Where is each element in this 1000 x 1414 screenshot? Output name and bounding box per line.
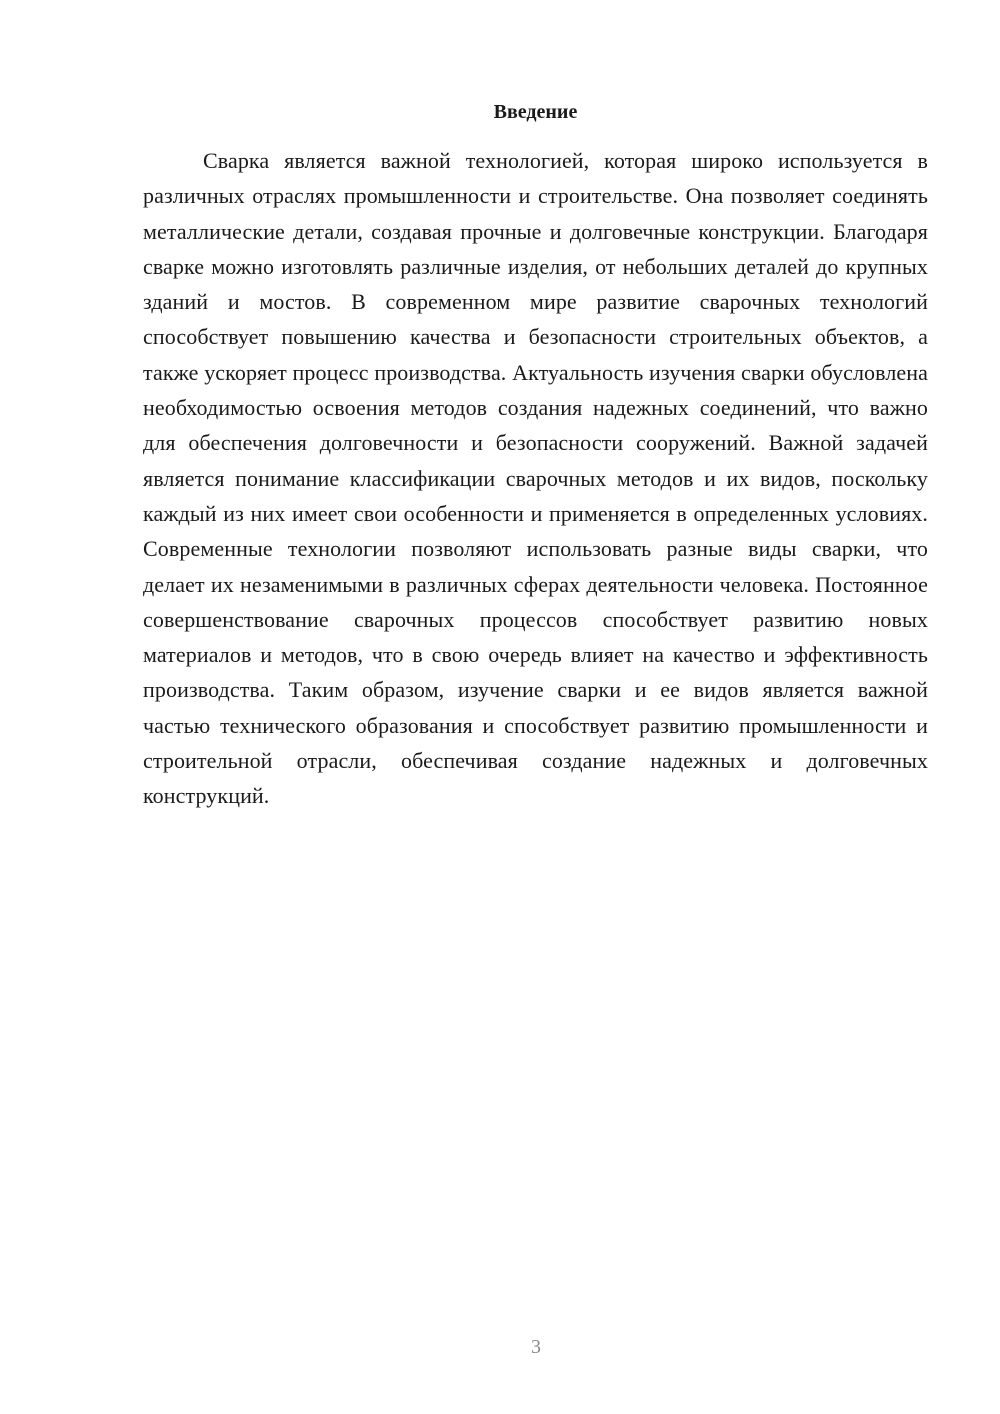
body-paragraph: Сварка является важной технологией, которая широко используется в различных отраслях промышленности и строительстве. Она позволяет соединять металлические детали, создавая прочные и долговечные конструкции. Благодаря сварке можно изготовлять различные изделия, от небольших деталей до крупных зданий и мостов. В современном мире развитие сварочных технологий способствует повышению качества и безопасности строительных объектов, а также ускоряет процесс производства. Актуальность изучения сварки обусловлена необходимостью освоения методов создания надежных соединений, что важно для обеспечения долговечности и безопасности сооружений. Важной задачей является понимание классификации сварочных методов и их видов, поскольку каждый из них имеет свои особенности и применяется в определенных условиях. Современные технологии позволяют использовать разные виды сварки, что делает их незаменимыми в различных сферах деятельности человека. Постоянное совершенствование сварочных процессов способствует развитию новых материалов и методов, что в свою очередь влияет на качество и эффективность производства. Таким образом, изучение сварки и ее видов является важной частью технического образования и способствует развитию промышленности и строительной отрасли, обеспечивая создание надежных и долговечных конструкций. xyxy=(143,148,928,809)
section-heading: Введение xyxy=(493,101,578,123)
page-number: 3 xyxy=(531,1336,541,1358)
